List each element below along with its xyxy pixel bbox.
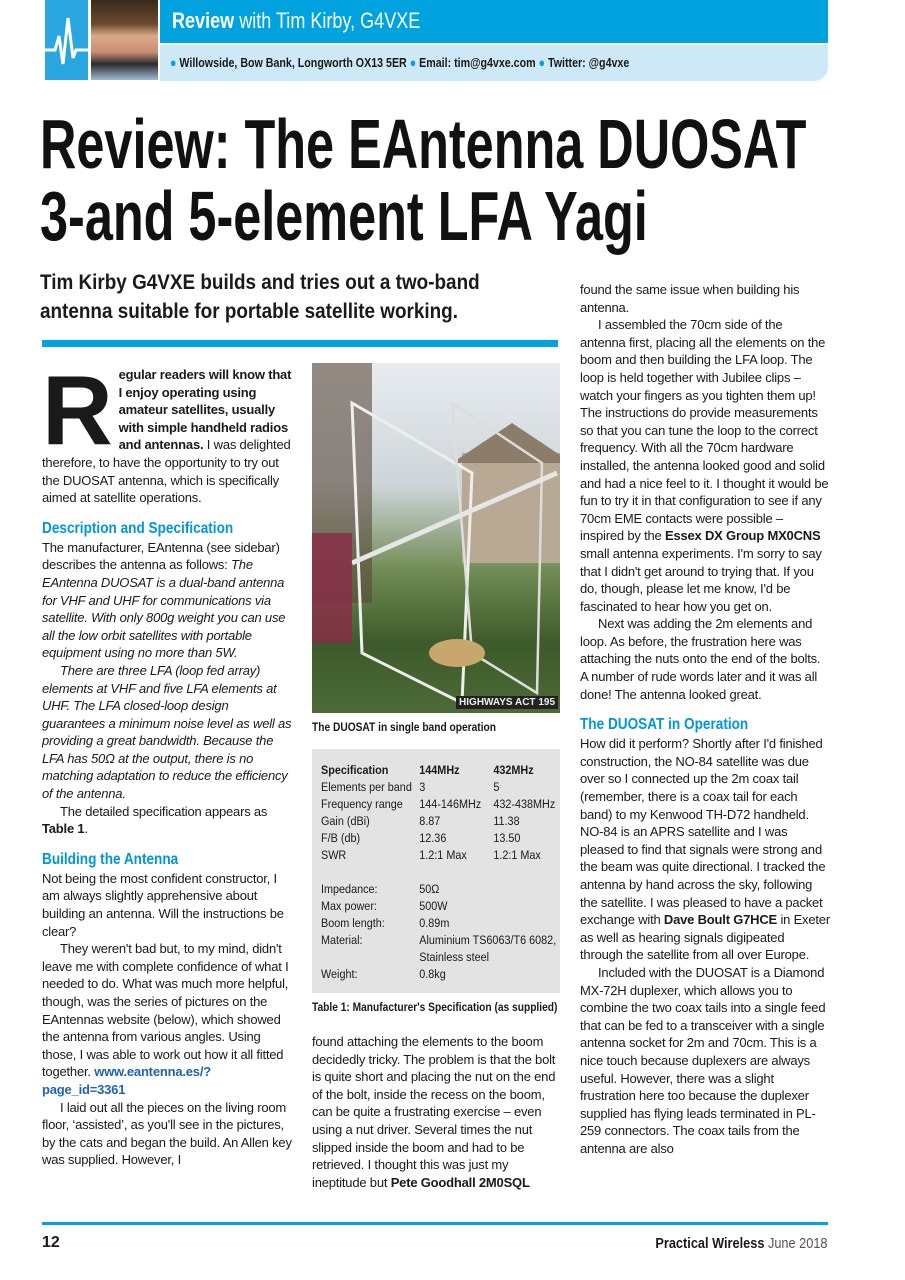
spec-cell: Stainless steel	[419, 950, 490, 964]
paragraph	[580, 316, 830, 615]
text-run: They weren't bad but, to my mind, didn't leave me with complete confidence of what I needed to do. What was much more helpful, though, was the series of pictures on the EAntennas website (below), which showed the antenna from various angles. Using those, I was able to work out how it all fitted together.	[42, 941, 289, 1080]
spec-cell: Boom length:	[321, 916, 385, 930]
text-run: in Exeter as well as hearing signals digipeated through the satellite from all over Europe.	[580, 912, 830, 963]
contact-line: ● Willowside, Bow Bank, Longworth OX13 5ER ● Email: tim@g4vxe.com ● Twitter: @g4vxe	[170, 55, 630, 70]
title-line-1: Review: The EAntenna DUOSAT	[40, 105, 807, 183]
standfirst: Tim Kirby G4VXE builds and tries out a two-band antenna suitable for portable satellite working.	[40, 271, 480, 323]
spec-general-row	[321, 966, 567, 983]
text-run: How did it perform? Shortly after I'd finished construction, the NO-84 satellite was due over so I connected up the 2m coax tail (remember, there is a coax tail for each band) to my Kenwood TH-D72 handheld. NO-84 is an APRS satellite and I was pleased to find that signals were strong and the beam was quite directional. I tracked the antenna by hand across the sky, following the satellite. I was pleased to have a packet exchange with	[580, 736, 826, 928]
text-run: Next was adding the 2m elements and loop. As before, the frustration here was attaching the nuts onto the end of the bolts. A number of rude words later and it was all done! The antenna looked great.	[580, 616, 821, 702]
spec-cell: Gain (dBi)	[321, 814, 370, 828]
spec-cell: 432-438MHz	[493, 797, 556, 811]
paragraph	[580, 735, 830, 964]
twitter[interactable]: Twitter: @g4vxe	[547, 55, 630, 70]
paragraph	[42, 662, 294, 803]
spec-cell: SWR	[321, 848, 347, 862]
paragraph	[580, 615, 830, 703]
spec-cell: 0.8kg	[419, 967, 446, 981]
author-photo	[91, 0, 158, 80]
table-caption: Table 1: Manufacturer's Specification (as supplied)	[312, 1000, 558, 1014]
antenna-photo	[312, 363, 560, 713]
text-run: I was delighted therefore, to have the opportunity to try out the DUOSAT antenna, which is specifically aimed at satellite operations.	[42, 437, 291, 506]
photo-caption: The DUOSAT in single band operation	[312, 720, 496, 734]
page-number: 12	[42, 1234, 60, 1251]
column-title	[172, 8, 420, 34]
text-run: Pete Goodhall 2M0SQL	[390, 1174, 530, 1190]
spec-cell	[321, 949, 419, 966]
magazine-name: Practical Wireless	[655, 1235, 765, 1252]
website-link[interactable]: www.eantenna.es/?page_id=3361	[42, 1064, 211, 1097]
spec-cell: 11.38	[493, 814, 520, 828]
spec-general-row	[321, 898, 567, 915]
divider	[42, 340, 558, 347]
text-run: Essex DX Group MX0CNS	[664, 528, 821, 544]
paragraph	[42, 539, 294, 662]
spec-general-row	[321, 932, 567, 949]
text-run: Dave Boult G7HCE	[663, 912, 778, 928]
spec-row	[321, 813, 567, 830]
spec-cell: Material:	[321, 933, 363, 947]
text-run: small antenna experiments. I'm sorry to say that I didn't get around to trying that. If you do, though, please let me know, I'd be fascinated to hear how you get on.	[580, 545, 822, 614]
spec-cell: 500W	[419, 899, 448, 913]
spec-table-box	[312, 749, 560, 993]
road-sign: HIGHWAYS ACT 195	[456, 696, 558, 709]
text-run: There are three LFA (loop fed array) elements at VHF and five LFA elements at UHF. The LFA closed-loop design guarantees a minimum noise level as well as providing a great bandwidth. Because the LFA has 50Ω at the output, there is no matching adaptation to reduce the efficiency of the antenna.	[42, 662, 292, 802]
section-heading	[42, 519, 256, 539]
text-run: The EAntenna DUOSAT is a dual-band antenna for VHF and UHF for communications via satellite. With only 800g weight you can use all the low orbit satellites with portable equipment using no more than 5W.	[42, 557, 286, 661]
spec-cell: Elements per band	[321, 780, 412, 794]
spec-cell: Aluminium TS6063/T6 6082,	[419, 933, 557, 947]
spec-cell: Impedance:	[321, 882, 378, 896]
spec-cell: 1.2:1 Max	[419, 848, 467, 862]
title-line-2: 3-and 5-element LFA Yagi	[40, 177, 648, 255]
column-title-rest: with Tim Kirby, G4VXE	[234, 8, 421, 33]
spec-cell: 1.2:1 Max	[493, 848, 541, 862]
spec-row	[321, 847, 567, 864]
issue-date: June 2018	[768, 1235, 828, 1252]
spec-header: Specification	[321, 763, 389, 777]
text-run: found attaching the elements to the boom decidedly tricky. The problem is that the bolt is quite short and placing the nut on the end of the bolt, inside the recess on the boom, can be quite a frustrating exercise – even using a nut driver. Several times the nut slipped inside the boom and had to be retrieved. I thought this was just my ineptitude but	[312, 1034, 556, 1190]
spec-general-row	[321, 949, 567, 966]
spec-cell: Max power:	[321, 899, 377, 913]
spec-cell: 0.89m	[419, 916, 450, 930]
paragraph	[312, 1033, 560, 1191]
paragraph	[42, 1099, 294, 1169]
section-heading	[42, 850, 256, 870]
spec-table	[321, 762, 567, 983]
paragraph	[580, 964, 830, 1158]
paragraph	[42, 803, 294, 838]
spec-cell: 50Ω	[419, 882, 440, 896]
text-run: I laid out all the pieces on the living room floor, ‘assisted’, as you'll see in the pictures, by the cats and began the build. An Allen key was supplied. However, I	[42, 1099, 292, 1168]
article-title	[40, 105, 807, 255]
text-run: I assembled the 70cm side of the antenna first, placing all the elements on the boom and then building the LFA loop. The loop is held together with Jubilee clips – watch your fingers as you tighten them up! The instructions do provide measurements so that you can tune the loop to the correct frequency. With all the 70cm hardware installed, the antenna looked good and solid and had a nice feel to it. I thought it would be fun to try it in that configuration to see if any 70cm EME contacts were possible – inspired by the	[580, 317, 829, 544]
spec-row	[321, 830, 567, 847]
column-1	[42, 355, 294, 1169]
text-run: .	[84, 821, 88, 837]
text-run: egular readers will know that I enjoy operating using amateur satellites, usually with simple handheld radios and antennas.	[118, 367, 292, 453]
text-run: Building the Antenna	[42, 850, 179, 868]
address: Willowside, Bow Bank, Longworth OX13 5ER	[179, 55, 407, 70]
spec-cell: 8.87	[419, 814, 441, 828]
paragraph	[580, 281, 830, 316]
spec-cell: 5	[493, 780, 500, 794]
spec-cell: Weight:	[321, 967, 358, 981]
spec-row	[321, 796, 567, 813]
paragraph	[42, 870, 294, 940]
spec-cell: F/B (db)	[321, 831, 361, 845]
spec-cell: 3	[419, 780, 426, 794]
text-run: Included with the DUOSAT is a Diamond MX-72H duplexer, which allows you to combine the two coax tails into a single feed that can be fed to a transceiver with a single antenna socket for 2m and 70cm. This is a nice touch because duplexers are always useful. However, there was a slight frustration here too because the duplexer supplied has flying leads terminated in PL-259 connectors. The coax tails from the antenna are also	[580, 964, 826, 1156]
footer-masthead	[656, 1235, 828, 1252]
footer-rule	[42, 1222, 828, 1225]
spec-cell: 144-146MHz	[419, 797, 482, 811]
drop-cap: R	[42, 355, 113, 465]
text-run: The DUOSAT in Operation	[580, 716, 749, 734]
text-run: The manufacturer, EAntenna (see sidebar) describes the antenna as follows:	[42, 539, 280, 573]
section-heading	[580, 715, 793, 735]
column-3	[580, 281, 830, 1158]
column-2	[312, 1033, 560, 1191]
spec-cell: 12.36	[419, 831, 447, 845]
text-run: found the same issue when building his antenna.	[580, 282, 800, 315]
email[interactable]: Email: tim@g4vxe.com	[419, 55, 536, 70]
spec-header: 144MHz	[419, 763, 460, 777]
text-run: Table 1	[42, 821, 85, 837]
spec-row	[321, 779, 567, 796]
text-run: Not being the most confident constructor, I am always slightly apprehensive about building an antenna. Will the instructions be clear?	[42, 870, 284, 939]
column-title-bold: Review	[172, 8, 235, 33]
spec-cell: 13.50	[493, 831, 521, 845]
paragraph	[42, 940, 294, 1098]
spec-general-row	[321, 881, 567, 898]
text-run: The detailed specification appears as	[60, 803, 268, 819]
spec-cell: Frequency range	[321, 797, 403, 811]
spec-header: 432MHz	[493, 763, 534, 777]
spec-general-row	[321, 915, 567, 932]
text-run: Description and Specification	[42, 519, 234, 537]
heartbeat-logo-icon	[45, 0, 88, 80]
